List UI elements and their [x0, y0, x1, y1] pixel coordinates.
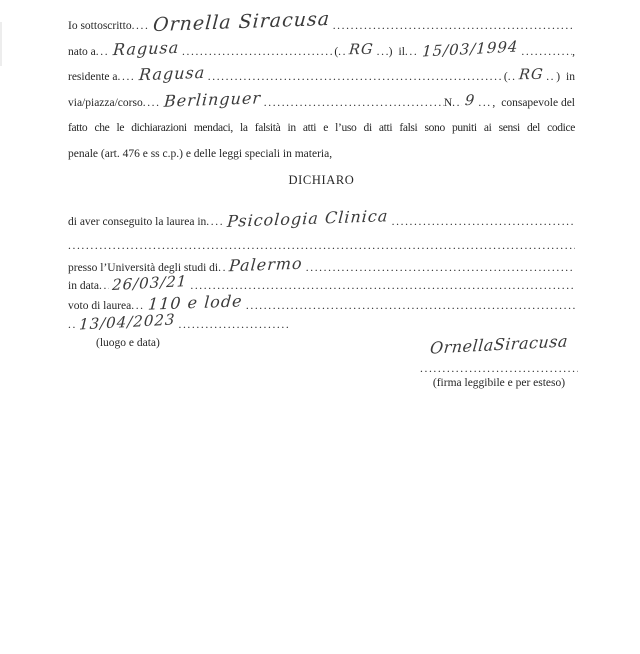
street-label: via/piazza/corso	[68, 96, 143, 109]
line-blank-dotted	[68, 234, 575, 258]
declaration-heading: DICHIARO	[288, 173, 355, 187]
paren-open: (	[503, 71, 508, 83]
handwritten-residence-province: RG	[518, 66, 544, 84]
residence-suffix: in	[566, 71, 575, 83]
dot-leader	[508, 65, 516, 91]
dot-leader	[420, 362, 578, 376]
dot-leader	[118, 65, 136, 91]
dot-leader	[521, 40, 572, 66]
line-birth	[68, 36, 576, 66]
scan-edge-artifact	[0, 22, 2, 66]
handwritten-birth-date: 15/03/1994	[421, 36, 519, 61]
dot-leader	[208, 65, 504, 91]
scanned-declaration-document	[0, 7, 640, 654]
handwritten-grade: 110 e lode	[147, 290, 244, 314]
dot-leader	[99, 277, 109, 296]
university-label: presso l’Università degli studi di	[68, 261, 219, 274]
handwritten-residence-place: Ragusa	[137, 62, 206, 85]
dot-leader	[68, 314, 76, 336]
grade-label: voto di laurea	[68, 299, 132, 312]
line-street	[68, 87, 575, 117]
handwritten-full-name: Ornella Siracusa	[151, 7, 331, 37]
paren-close: )	[556, 71, 561, 83]
dot-leader	[405, 40, 419, 66]
handwritten-graduation-date: 26/03/21	[111, 271, 188, 294]
handwritten-birth-place: Ragusa	[112, 37, 180, 59]
dot-leader	[333, 14, 575, 40]
dot-leader	[68, 234, 575, 258]
line-degree	[68, 205, 575, 234]
date-label: in data	[68, 279, 99, 292]
dot-leader	[96, 40, 110, 66]
dot-leader	[182, 40, 334, 66]
dot-leader	[306, 259, 575, 278]
dot-leader	[143, 91, 161, 117]
dot-leader	[218, 259, 226, 278]
dot-leader	[246, 297, 575, 316]
line-declarant	[68, 7, 575, 40]
dot-leader	[132, 14, 150, 40]
dot-leader	[377, 40, 389, 66]
signature-caption: (firma leggibile e per esteso)	[432, 376, 566, 389]
dot-leader	[338, 40, 346, 66]
handwritten-birth-province: RG	[348, 41, 375, 58]
dot-leader	[392, 210, 575, 234]
oath-line3: penale (art. 476 e ss c.p.) e delle leggi speciali in materia,	[68, 147, 333, 160]
dot-leader	[178, 314, 288, 336]
oath-line1-suffix: consapevole del	[501, 96, 575, 109]
dot-leader	[452, 91, 462, 117]
comma: ,	[572, 45, 576, 58]
line-graduation-date	[68, 271, 575, 296]
declaration-form	[68, 7, 576, 389]
degree-label: di aver conseguito la laurea in	[68, 215, 207, 228]
born-on-label: il	[398, 45, 405, 58]
paren-close: )	[388, 45, 393, 58]
handwritten-place-date: 13/04/2023	[78, 310, 176, 334]
dot-leader	[206, 210, 224, 234]
line-residence	[68, 62, 575, 91]
birthplace-label: nato a	[68, 45, 96, 58]
dot-leader	[264, 91, 444, 117]
line-place-date	[68, 310, 288, 336]
dot-leader	[478, 91, 492, 117]
handwritten-signature: OrnellaSiracusa	[429, 331, 569, 358]
declarant-label: Io sottoscritto	[68, 20, 132, 32]
handwritten-street-name: Berlinguer	[163, 87, 262, 111]
comma: ,	[492, 96, 496, 109]
signature-block	[420, 331, 578, 391]
handwritten-degree-name: Psicologia Clinica	[226, 205, 390, 231]
residence-label: residente a	[68, 71, 118, 83]
dot-leader	[546, 65, 556, 91]
paren-open: (	[334, 45, 339, 58]
dot-leader	[190, 277, 575, 296]
handwritten-university-name: Palermo	[228, 253, 304, 275]
oath-line2: fatto che le dichiarazioni mendaci, la falsità in atti e l’uso di atti falsi sono puniti ai sensi del codice	[68, 122, 575, 134]
number-label: N	[443, 96, 453, 109]
place-date-caption: (luogo e data)	[96, 337, 160, 349]
place-date-block	[68, 310, 288, 351]
handwritten-house-number: 9	[464, 92, 477, 109]
